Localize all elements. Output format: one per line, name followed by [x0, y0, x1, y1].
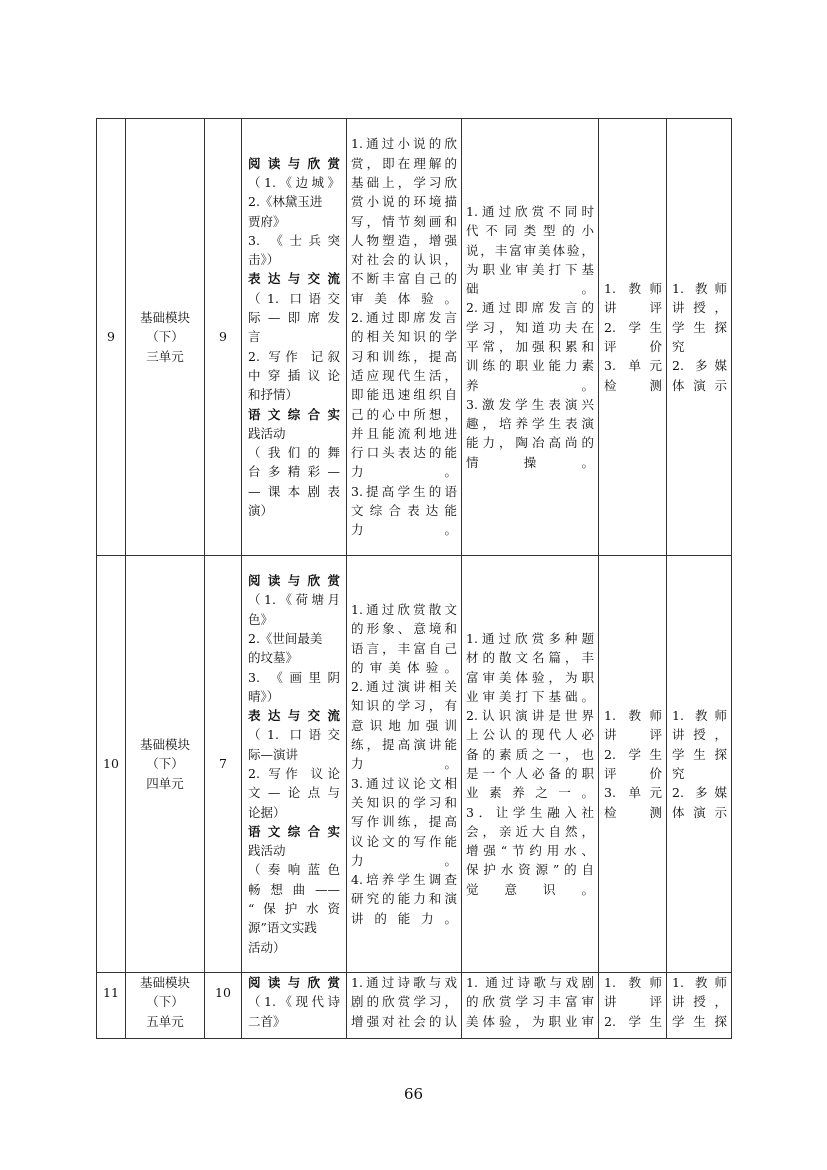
cell-line: 是一个人必备的职: [466, 766, 594, 781]
cell-line: 讲的能力。: [351, 910, 457, 926]
row-number: 9: [97, 119, 126, 556]
cell-line: 力。: [351, 464, 457, 480]
cell-line: 为职业审美打下基: [466, 261, 594, 277]
cell-line: 力。: [351, 522, 457, 538]
row-number: 10: [97, 556, 126, 973]
content-line: 2. 写作 议论: [248, 766, 340, 781]
cell-line: 讲授，: [672, 300, 727, 316]
cell-line: 文综合表达能: [351, 503, 457, 519]
cell-line: 审美体验。: [351, 290, 457, 306]
teaching-content: [242, 973, 347, 1039]
cell-line: 行口头表达的能: [351, 445, 457, 461]
cell-line: 1. 教师: [672, 281, 727, 297]
cell-line: 3. 单元: [604, 358, 662, 374]
cell-line: 习和训练，提高: [351, 348, 457, 364]
content-heading: 阅读与欣赏: [248, 573, 340, 589]
content-line: 3. 《士兵突: [248, 232, 340, 248]
cell-line: 究: [672, 766, 685, 781]
cell-line: 基础上，学习欣: [351, 174, 457, 190]
cell-line: 1. 教师: [672, 975, 727, 990]
cell-line: 语言，丰富自己: [351, 640, 457, 656]
module-name: [126, 119, 205, 556]
cell-line: 三单元: [146, 348, 184, 364]
cell-line: 讲授，: [672, 727, 727, 743]
cell-line: 趣，培养学生表演: [466, 416, 594, 432]
teaching-method: [667, 119, 732, 556]
cell-line: 业审美打下基础。: [466, 688, 594, 704]
content-line: 文—论点与: [248, 785, 340, 801]
cell-line: 并且能流利地进: [351, 425, 457, 441]
cell-line: （下）: [146, 994, 184, 1010]
cell-line: 说，丰富审美体验，: [466, 242, 594, 258]
cell-line: 讲评: [604, 300, 662, 316]
cell-line: 1. 教师: [604, 281, 662, 297]
cell-line: 养。: [466, 377, 594, 393]
cell-line: 基础模块: [139, 310, 190, 326]
cell-line: 1.通过小说的欣: [351, 136, 457, 152]
cell-line: 适应现代生活，: [351, 367, 457, 383]
page-number: 66: [403, 1085, 424, 1103]
content-line: 2.《林黛玉进: [248, 194, 323, 210]
table-row: [97, 973, 732, 1039]
content-line: 色》: [248, 611, 274, 627]
cell-line: 增强对社会的认: [351, 1013, 457, 1029]
cell-line: 学生探: [672, 1013, 727, 1029]
content-heading: 语文综合实: [248, 406, 340, 422]
cell-line: 觉意识。: [466, 881, 594, 897]
cell-line: 体演示: [672, 377, 727, 393]
cell-line: 不断丰富自己的: [351, 271, 457, 287]
cell-line: 究: [672, 339, 685, 354]
cell-line: 2.认识演讲是世界: [466, 708, 594, 724]
cell-line: 3.提高学生的语: [351, 483, 457, 499]
evaluation-method: [599, 556, 667, 973]
cell-line: 基础模块: [139, 737, 190, 753]
cell-line: 意识地加强训: [351, 717, 457, 733]
cell-line: 2.通过演讲相关: [351, 679, 457, 695]
content-line: 中穿插议论: [248, 367, 340, 383]
cell-line: 备的素质之一，也: [466, 746, 594, 762]
cell-line: 1. 教师: [604, 708, 662, 724]
evaluation-method: [599, 973, 667, 1039]
cell-line: 1. 通过诗歌与戏剧: [466, 975, 594, 990]
cell-line: 2. 多媒: [672, 358, 727, 374]
cell-line: 写作训练，提高: [351, 814, 457, 830]
cell-line: 2.通过即席发言的: [466, 300, 594, 316]
cell-line: 力。: [351, 756, 457, 772]
cell-line: 的相关知识的学: [351, 329, 457, 345]
cell-line: 3.通过议论文相: [351, 775, 457, 791]
cell-line: 1. 教师: [672, 708, 727, 724]
content-line: （奏响蓝色: [248, 862, 340, 878]
cell-line: 人物塑造，增强: [351, 232, 457, 248]
content-line: 的坟墓》: [248, 650, 299, 666]
cell-line: 情操。: [466, 454, 594, 470]
cell-line: 对社会的认识，: [351, 252, 457, 268]
cell-line: 2.通过即席发言: [351, 310, 457, 326]
content-line: 2.《世间最美: [248, 630, 323, 646]
cell-line: 写，情节刻画和: [351, 213, 457, 229]
content-line: （我们的舞: [248, 445, 340, 461]
cell-line: 学生探: [672, 319, 727, 335]
cell-line: 2. 学生: [604, 1013, 662, 1029]
cell-line: 增强“节约用水、: [466, 843, 594, 859]
class-hours: 7: [205, 556, 242, 973]
cell-line: 2. 学生: [604, 319, 662, 335]
cell-line: 评价: [604, 766, 662, 781]
cell-line: 业素养之一。: [466, 785, 594, 801]
cell-line: 1.通过欣赏不同时: [466, 203, 594, 219]
cell-line: 检测: [604, 804, 662, 820]
cell-line: 检测: [604, 377, 662, 393]
content-line: 践活动: [248, 843, 286, 859]
cell-line: 即能迅速组织自: [351, 387, 457, 403]
row-number: 11: [97, 973, 126, 1039]
content-heading: 阅读与欣赏: [248, 155, 340, 171]
content-line: （1. 口语交: [248, 290, 340, 306]
content-line: 活动）: [248, 939, 286, 955]
content-line: （1.《边城》: [248, 174, 340, 190]
content-line: 台多精彩—: [248, 464, 340, 480]
content-heading: 表达与交流: [248, 271, 340, 287]
cell-line: 议论文的写作能: [351, 833, 457, 849]
content-line: 2. 写作 记叙: [248, 348, 340, 364]
quality-objective: [462, 119, 599, 556]
course-schedule-table: [96, 118, 732, 1039]
cell-line: 评价: [604, 339, 662, 354]
content-line: 践活动: [248, 425, 286, 441]
cell-line: 1.通过欣赏多种题: [466, 630, 594, 646]
cell-line: 代不同类型的小: [466, 223, 594, 239]
content-line: —课本剧表: [248, 483, 340, 499]
cell-line: 己的心中所想，: [351, 406, 457, 422]
teaching-method: [667, 973, 732, 1039]
cell-line: 四单元: [146, 775, 184, 791]
module-name: [126, 556, 205, 973]
content-line: “保护水资: [248, 901, 340, 917]
cell-line: 体演示: [672, 804, 727, 820]
content-line: 晴》）: [248, 688, 280, 704]
cell-line: 赏小说的环境描: [351, 194, 457, 210]
cell-line: 1. 教师: [604, 975, 662, 990]
content-line: （1.《现代诗: [248, 994, 340, 1010]
cell-line: 4.培养学生调查: [351, 872, 457, 888]
cell-line: 能力，陶冶高尚的: [466, 435, 594, 451]
cell-line: 1.通过欣赏散文: [351, 601, 457, 617]
cell-line: 的形象、意境和: [351, 621, 457, 637]
cell-line: 平常，加强积累和: [466, 339, 594, 354]
cell-line: 训练的职业能力素: [466, 358, 594, 374]
content-line: 二首》: [248, 1013, 286, 1029]
evaluation-method: [599, 119, 667, 556]
cell-line: 1.通过诗歌与戏: [351, 975, 457, 990]
cell-line: 五单元: [146, 1013, 184, 1029]
cell-line: 关知识的学习和: [351, 794, 457, 810]
quality-objective: [462, 556, 599, 973]
teaching-goal: [347, 973, 462, 1039]
class-hours: 9: [205, 119, 242, 556]
table-body: [97, 119, 732, 1039]
cell-line: 研究的能力和演: [351, 891, 457, 907]
table-row: [97, 119, 732, 556]
quality-objective: [462, 973, 599, 1039]
content-line: 畅想曲——: [248, 881, 340, 897]
cell-line: 的欣赏学习丰富审: [466, 994, 594, 1010]
cell-line: 材的散文名篇，丰: [466, 650, 594, 666]
cell-line: 讲授，: [672, 994, 727, 1010]
cell-line: 讲评: [604, 994, 662, 1010]
cell-line: 富审美体验，为职: [466, 669, 594, 685]
cell-line: 剧的欣赏学习，: [351, 994, 457, 1010]
cell-line: 2. 多媒: [672, 785, 727, 801]
cell-line: 保护水资源”的自: [466, 862, 594, 878]
cell-line: 基础模块: [139, 975, 190, 990]
cell-line: 知识的学习，有: [351, 698, 457, 714]
cell-line: 美体验，为职业审: [466, 1013, 594, 1029]
content-line: （1.《荷塘月: [248, 592, 340, 608]
cell-line: 的审美体验。: [351, 659, 457, 675]
cell-line: 2. 学生: [604, 746, 662, 762]
content-line: 论据）: [248, 804, 286, 820]
cell-line: 讲评: [604, 727, 662, 743]
teaching-method: [667, 556, 732, 973]
content-line: 言: [248, 329, 261, 345]
content-line: 际—演讲: [248, 746, 299, 762]
cell-line: （下）: [146, 756, 184, 772]
cell-line: 力。: [351, 852, 457, 868]
content-heading: 语文综合实: [248, 823, 340, 839]
content-line: 源”语文实践: [248, 920, 317, 936]
cell-line: 3．让学生融入社: [466, 804, 594, 820]
module-name: [126, 973, 205, 1039]
teaching-goal: [347, 556, 462, 973]
cell-line: 3.激发学生表演兴: [466, 396, 594, 412]
content-line: （1. 口语交: [248, 727, 340, 743]
content-heading: 表达与交流: [248, 708, 340, 724]
content-line: 击》）: [248, 252, 280, 268]
table-row: [97, 556, 732, 973]
teaching-content: [242, 119, 347, 556]
cell-line: 础。: [466, 281, 594, 297]
teaching-content: [242, 556, 347, 973]
cell-line: 练，提高演讲能: [351, 737, 457, 753]
cell-line: 会，亲近大自然，: [466, 823, 594, 839]
content-line: 际—即席发: [248, 310, 340, 326]
cell-line: （下）: [146, 329, 184, 345]
teaching-goal: [347, 119, 462, 556]
cell-line: 学习，知道功夫在: [466, 319, 594, 335]
content-line: 3. 《画里阴: [248, 669, 340, 685]
cell-line: 上公认的现代人必: [466, 727, 594, 743]
class-hours: 10: [205, 973, 242, 1039]
cell-line: 赏，即在理解的: [351, 155, 457, 171]
content-line: 贾府》: [248, 213, 286, 229]
content-line: 演）: [248, 503, 274, 519]
cell-line: 学生探: [672, 746, 727, 762]
cell-line: 3. 单元: [604, 785, 662, 801]
content-heading: 阅读与欣赏: [248, 975, 340, 990]
content-line: 和抒情）: [248, 387, 299, 403]
